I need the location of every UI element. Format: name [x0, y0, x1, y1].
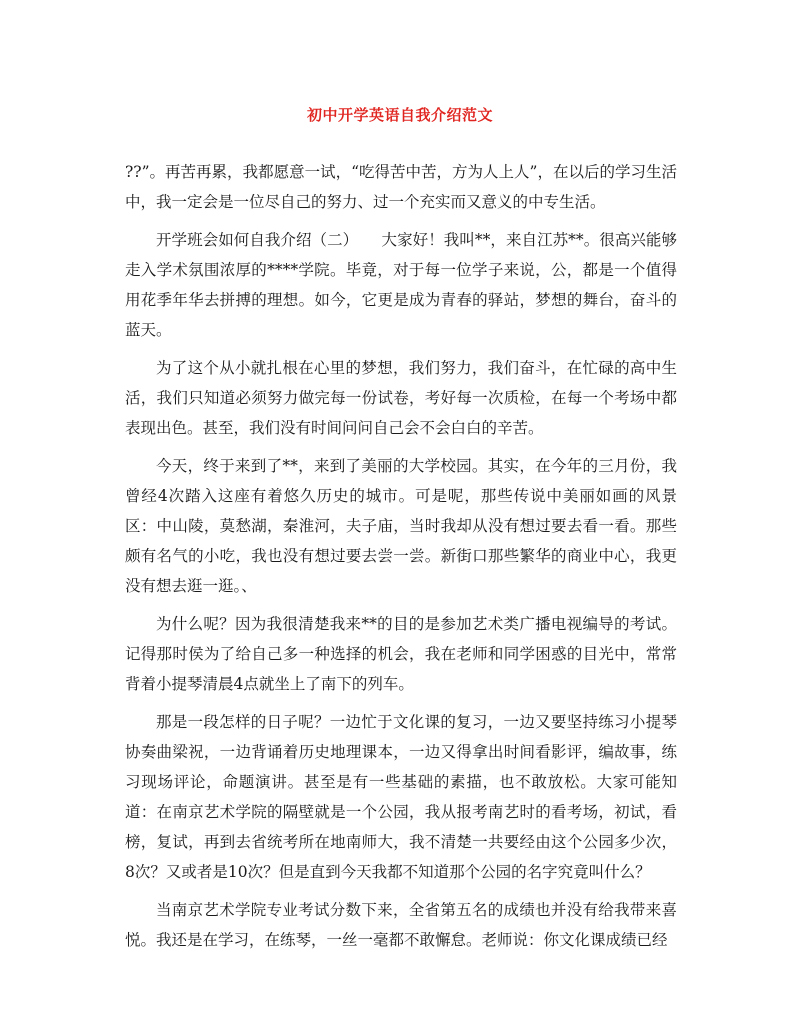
paragraph: 当南京艺术学院专业考试分数下来，全省第五名的成绩也并没有给我带来喜悦。我还是在学习，在练琴，一丝一毫都不敢懈怠。老师说：你文化课成绩已经 [125, 901, 677, 949]
document-body [125, 157, 677, 963]
paragraph: 为什么呢？因为我很清楚我来**的目的是参加艺术类广播电视编导的考试。记得那时侯为了给自己多一种选择的机会，我在老师和同学困惑的目光中，常常背着小提琴清晨4点就坐上了南下的列车。 [125, 615, 677, 693]
paragraph: ??”。再苦再累，我都愿意一试，“吃得苦中苦，方为人上人”，在以后的学习生活中，我一定会是一位尽自己的努力、过一个充实而又意义的中专生活。 [125, 163, 677, 211]
paragraph: 那是一段怎样的日子呢？一边忙于文化课的复习，一边又要坚持练习小提琴协奏曲梁祝，一边背诵着历史地理课本，一边又得拿出时间看影评，编故事，练习现场评论，命题演讲。甚至是有一些基础的素描，也不敢放松。大家可能知道：在南京艺术学院的隔壁就是一个公园，我从报考南艺时的看考场，初试，看榜，复试，再到去省统考所在地南师大，我不清楚一共要经由这个公园多少次，8次？又或者是10次？但是直到今天我都不知道那个公园的名字究竟叫什么？ [125, 713, 677, 881]
paragraph: 开学班会如何自我介绍（二） 大家好！我叫**，来自江苏**。很高兴能够走入学术氛围浓厚的****学院。毕竟，对于每一位学子来说，公，都是一个值得用花季年华去拼搏的理想。如今，它更是成为青春的驿站，梦想的舞台，奋斗的蓝天。 [125, 231, 677, 339]
document-title: 初中开学英语自我介绍范文 [306, 106, 493, 124]
paragraph: 今天，终于来到了**，来到了美丽的大学校园。其实，在今年的三月份，我曾经4次踏入这座有着悠久历史的城市。可是呢，那些传说中美丽如画的风景区：中山陵，莫愁湖，秦淮河，夫子庙，当时我却从没有想过要去看一看。那些颇有名气的小吃，我也没有想过要去尝一尝。新街口那些繁华的商业中心，我更没有想去逛一逛。、 [125, 457, 677, 595]
paragraph: 为了这个从小就扎根在心里的梦想，我们努力，我们奋斗，在忙碌的高中生活，我们只知道必须努力做完每一份试卷，考好每一次质检，在每一个考场中都表现出色。甚至，我们没有时间问问自己会不会白白的辛苦。 [125, 359, 677, 437]
